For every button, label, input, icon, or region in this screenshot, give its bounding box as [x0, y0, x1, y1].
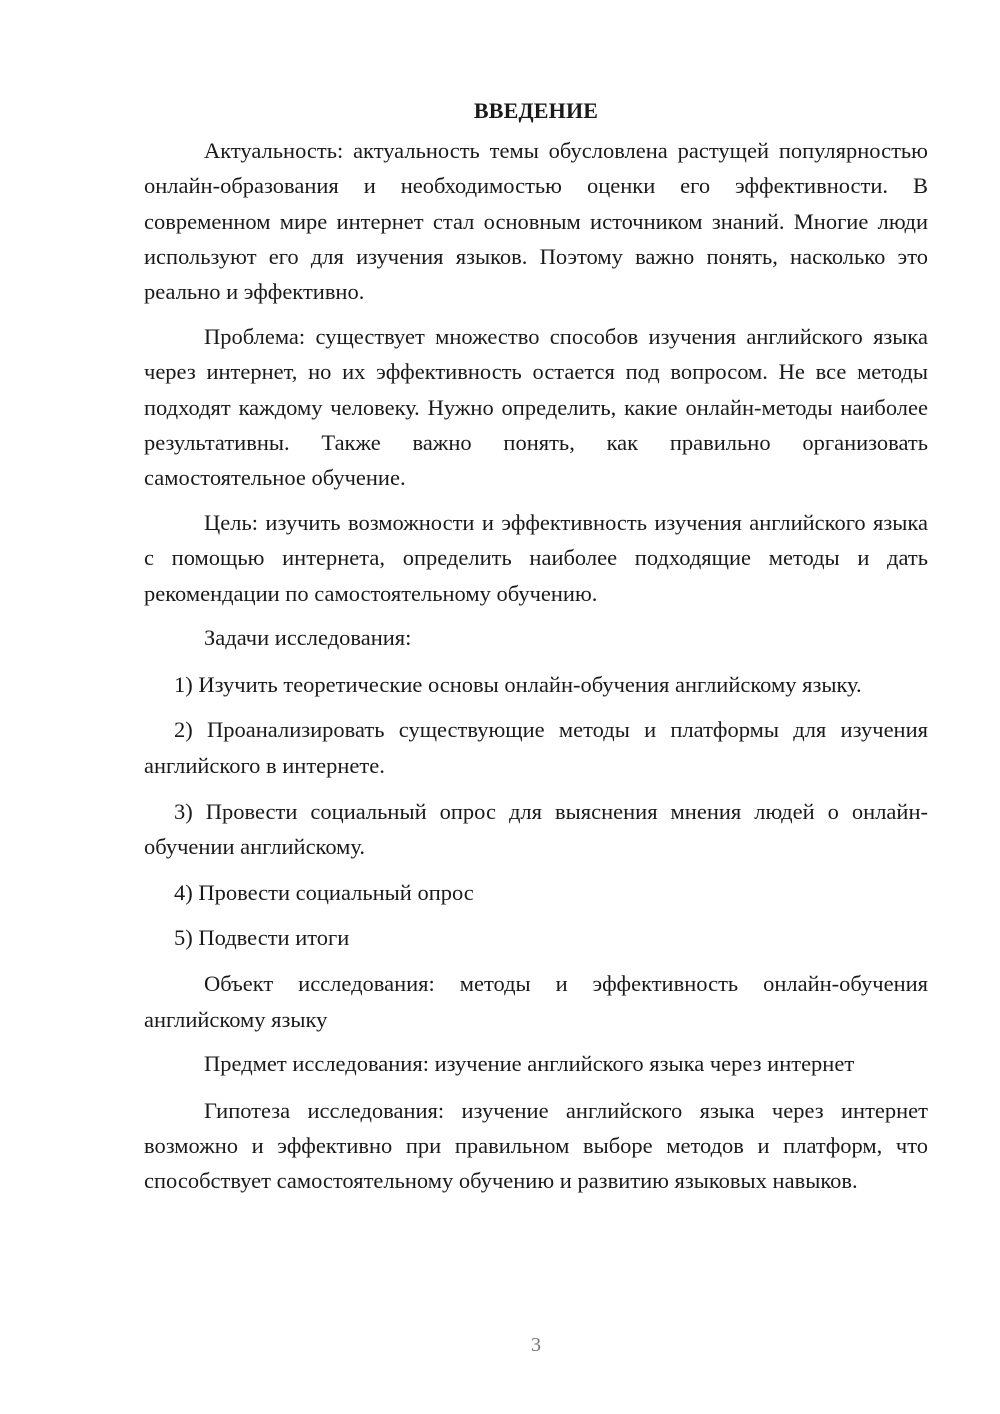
- goal-paragraph: Цель: изучить возможности и эффективность изучения английского языка с помощью интернета, определить наиболее подходящие методы и дать рекомендации по самостоятельному обучению.: [144, 509, 928, 606]
- object-paragraph: Объект исследования: методы и эффективность онлайн-обучения английскому языку: [144, 971, 928, 1032]
- relevance-paragraph: Актуальность: актуальность темы обусловлена растущей популярностью онлайн-образования и необходимостью оценки его эффективности. В современном мире интернет стал основным источником знаний. Многие люди используют его для изучения языков. Поэтому важно понять, насколько это реально и эффективно.: [144, 138, 928, 305]
- page-content: [144, 95, 928, 1208]
- task-item-1: 1) Изучить теоретические основы онлайн-обучения английскому языку.: [174, 671, 862, 697]
- task-item-5: 5) Подвести итоги: [174, 925, 350, 951]
- task-item-3: 3) Провести социальный опрос для выяснения мнения людей о онлайн-обучении английскому.: [144, 798, 928, 859]
- page-number: 3: [531, 1334, 541, 1356]
- tasks-title: Задачи исследования:: [204, 625, 412, 651]
- page-title: ВВЕДЕНИЕ: [473, 98, 599, 123]
- task-item-2: 2) Проанализировать существующие методы и платформы для изучения английского в интернете.: [144, 717, 928, 778]
- hypothesis-paragraph: Гипотеза исследования: изучение английского языка через интернет возможно и эффективно при правильном выборе методов и платформ, что способствует самостоятельному обучению и развитию языковых навыков.: [144, 1097, 928, 1194]
- problem-paragraph: Проблема: существует множество способов изучения английского языка через интернет, но их эффективность остается под вопросом. Не все методы подходят каждому человеку. Нужно определить, какие онлайн-методы наиболее результативны. Также важно понять, как правильно организовать самостоятельное обучение.: [144, 323, 928, 491]
- subject-paragraph: Предмет исследования: изучение английского языка через интернет: [204, 1051, 855, 1077]
- task-item-4: 4) Провести социальный опрос: [174, 879, 474, 905]
